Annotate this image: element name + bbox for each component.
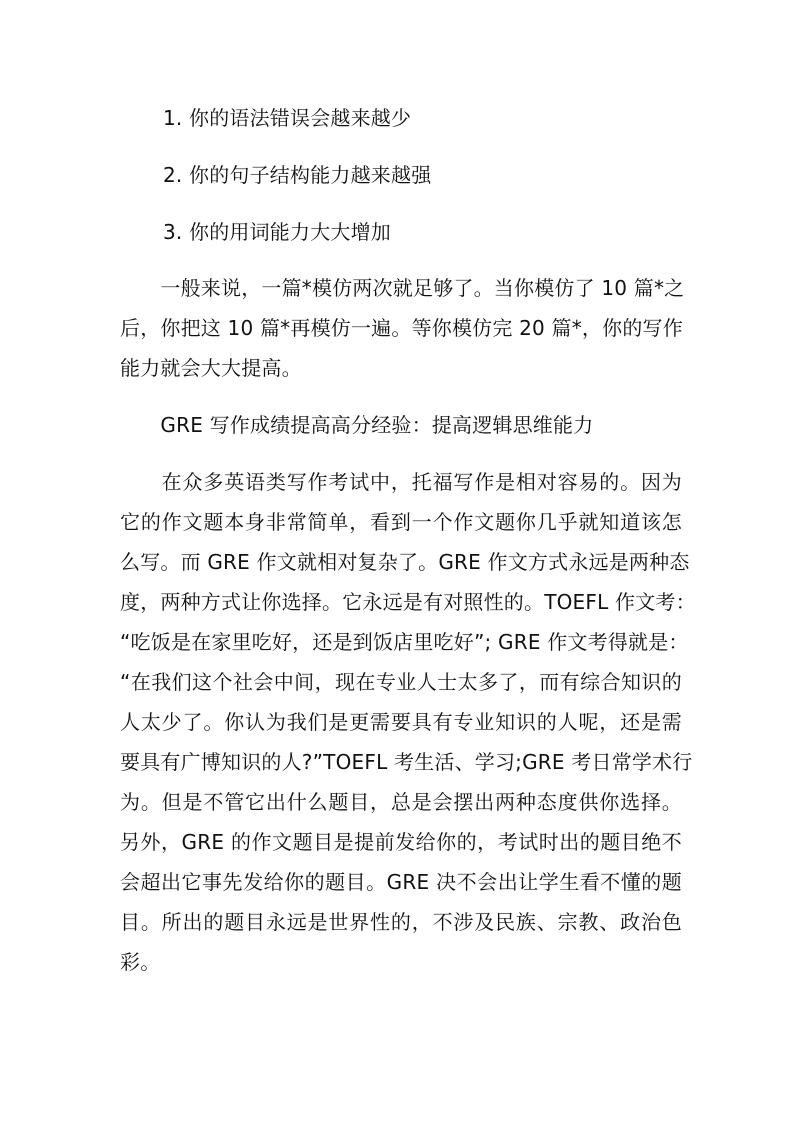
paragraph-line: “在我们这个社会中间，现在专业人士太多了，而有综合知识的 [120, 670, 682, 694]
paragraph-line: 会超出它事先发给你的题目。GRE 决不会出让学生看不懂的题 [120, 870, 682, 894]
list-number: 3. [163, 220, 183, 244]
paragraph-line: 它的作文题本身非常简单，看到一个作文题你几乎就知道该怎 [120, 510, 682, 534]
paragraph-line: 能力就会大大提高。 [120, 356, 302, 380]
paragraph-line: 要具有广博知识的人?”TOEFL 考生活、学习;GRE 考日常学术行 [120, 750, 693, 774]
list-item [163, 220, 391, 244]
list-number: 2. [163, 163, 183, 187]
list-item [163, 163, 431, 187]
paragraph-line: 度，两种方式让你选择。它永远是有对照性的。TOEFL 作文考： [120, 590, 696, 614]
list-text: 你的句子结构能力越来越强 [189, 163, 432, 187]
list-text: 你的语法错误会越来越少 [189, 106, 412, 130]
paragraph-line: 彩。 [120, 950, 161, 974]
list-text: 你的用词能力大大增加 [189, 220, 391, 244]
paragraph-line: 后，你把这 10 篇*再模仿一遍。等你模仿完 20 篇*，你的写作 [120, 316, 683, 340]
paragraph-line: 另外，GRE 的作文题目是提前发给你的，考试时出的题目绝不 [120, 830, 682, 854]
paragraph-line: 人太少了。你认为我们是更需要具有专业知识的人呢，还是需 [120, 710, 682, 734]
section-heading: GRE 写作成绩提高高分经验：提高逻辑思维能力 [120, 413, 594, 437]
list-item [163, 106, 411, 130]
paragraph-line: 目。所出的题目永远是世界性的，不涉及民族、宗教、政治色 [120, 910, 682, 934]
list-number: 1. [163, 106, 183, 130]
paragraph-line: 为。但是不管它出什么题目，总是会摆出两种态度供你选择。 [120, 790, 682, 814]
paragraph-line: 在众多英语类写作考试中，托福写作是相对容易的。因为 [120, 470, 682, 494]
paragraph-line: “吃饭是在家里吃好，还是到饭店里吃好”; GRE 作文考得就是： [120, 630, 689, 654]
paragraph-line: 么写。而 GRE 作文就相对复杂了。GRE 作文方式永远是两种态 [120, 550, 690, 574]
paragraph-line: 一般来说，一篇*模仿两次就足够了。当你模仿了 10 篇*之 [120, 276, 685, 300]
